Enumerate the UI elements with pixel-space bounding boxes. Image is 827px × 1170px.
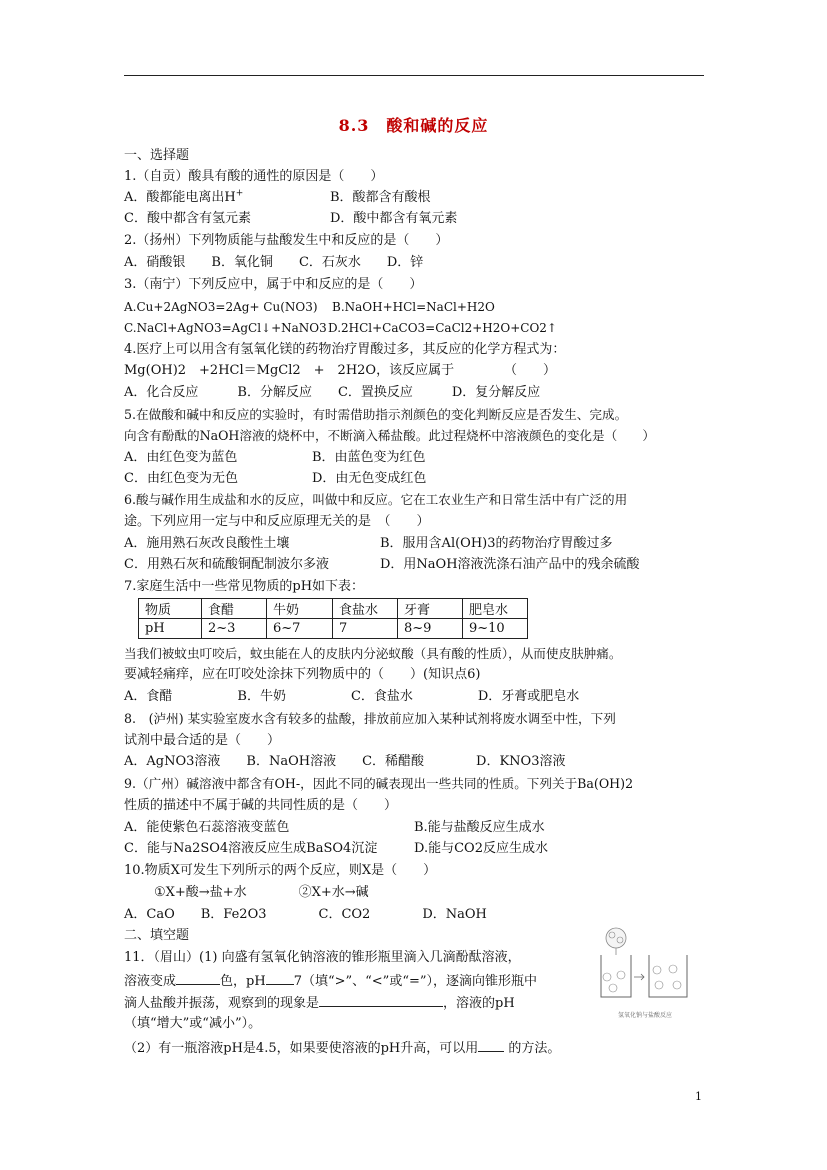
q6-stem-line1: 6.酸与碱作用生成盐和水的反应，叫做中和反应。它在工农业生产和日常生活中有广泛的用 <box>124 492 628 507</box>
q1-option-d: D．酸中都含有氧元素 <box>330 211 458 226</box>
q9-stem-line1: 9.（广州）碱溶液中都含有OH-，因此不同的碱表现出一些共同的性质。下列关于Ba(OH)2 <box>124 776 634 791</box>
page-title: 8.3 酸和碱的反应 <box>338 116 489 135</box>
q5-stem-line1: 5.在做酸和碱中和反应的实验时，有时需借助指示剂颜色的变化判断反应是否发生、完成。 <box>124 407 628 422</box>
q3-option-c: C.NaCl+AgNO3=AgCl↓+NaNO3 <box>124 321 327 335</box>
answer-blank <box>319 994 443 1007</box>
q11-text: 色，pH <box>220 974 266 989</box>
q6-option-a: A．施用熟石灰改良酸性土壤 <box>124 536 290 551</box>
q1-stem: 1.（自贡）酸具有酸的通性的原因是（ ） <box>124 169 384 184</box>
q5-option-a: A．由红色变为蓝色 <box>124 450 238 465</box>
q5-option-d: D．由无色变成红色 <box>312 471 427 486</box>
table-header: 食醋 <box>202 599 267 619</box>
q7-options: A．食醋 B．牛奶 C．食盐水 D．牙膏或肥皂水 <box>124 689 580 704</box>
q11-text: 7（填“>”、“<”或“=”），逐滴向锥形瓶中 <box>293 974 538 989</box>
q9-option-c: C．能与Na2SO4溶液反应生成BaSO4沉淀 <box>124 841 378 856</box>
q7-text-line2: 要减轻痛痒，应在叮咬处涂抹下列物质中的（ ）(知识点6) <box>124 667 481 682</box>
table-cell: 8~9 <box>398 619 463 639</box>
q9-stem-line2: 性质的描述中不属于碱的共同性质的是（ ） <box>124 798 398 813</box>
q7-text-line1: 当我们被蚊虫叮咬后，蚊虫能在人的皮肤内分泌蚁酸（具有酸的性质），从而使皮肤肿痛。 <box>124 646 622 661</box>
q6-option-c: C．用熟石灰和硫酸铜配制波尔多液 <box>124 557 329 572</box>
table-cell: 2~3 <box>202 619 267 639</box>
q5-option-c: C．由红色变为无色 <box>124 471 238 486</box>
q6-stem-line2: 途。下列应用一定与中和反应原理无关的是 （ ） <box>124 514 430 529</box>
q1-option-c: C．酸中都含有氢元素 <box>124 211 251 226</box>
table-header: 牛奶 <box>267 599 333 619</box>
q10-options: A．CaO B．Fe2O3 C．CO2 D．NaOH <box>124 907 487 922</box>
table-header: 物质 <box>139 599 202 619</box>
q2-stem: 2.（扬州）下列物质能与盐酸发生中和反应的是（ ） <box>124 233 449 248</box>
q11-line1: 11．（眉山）(1) 向盛有氢氧化钠溶液的锥形瓶里滴入几滴酚酞溶液， <box>124 950 521 965</box>
table-cell: 9~10 <box>463 619 528 639</box>
q11-line4: （填“增大”或“减小”）。 <box>124 1016 262 1031</box>
q8-options: A．AgNO3溶液 B．NaOH溶液 C．稀醋酸 D．KNO3溶液 <box>124 754 566 769</box>
table-header: 肥皂水 <box>463 599 528 619</box>
q3-option-a: A.Cu+2AgNO3=2Ag+ Cu(NO3) <box>124 300 318 314</box>
q4-answer-paren: （ ） <box>504 363 557 378</box>
q11-text: （2）有一瓶溶液pH是4.5，如果要使溶液的pH升高，可以用 <box>124 1041 479 1056</box>
table-cell: 6~7 <box>267 619 333 639</box>
q1-option-a: A．酸都能电离出H+ <box>124 188 244 205</box>
q10-stem: 10.物质X可发生下列所示的两个反应，则X是（ ） <box>124 863 437 878</box>
q11-line3 <box>124 994 515 1012</box>
q6-option-b: B．服用含Al(OH)3的药物治疗胃酸过多 <box>380 536 613 551</box>
ph-table <box>138 598 528 639</box>
q8-stem-line1: 8. (泸州) 某实验室废水含有较多的盐酸，排放前应加入某种试剂将废水调至中性，下列 <box>124 711 616 726</box>
q4-options: A．化合反应 B．分解反应 C．置换反应 D．复分解反应 <box>124 385 541 400</box>
q11-part2 <box>124 1039 560 1057</box>
table-cell: 7 <box>333 619 398 639</box>
q11-text: 滴人盐酸并振荡，观察到的现象是 <box>124 996 320 1011</box>
answer-blank <box>478 1039 504 1052</box>
q2-options: A．硝酸银 B．氧化铜 C．石灰水 D．锌 <box>124 255 424 270</box>
q1-option-b: B．酸都含有酸根 <box>330 190 431 205</box>
section-choice: 一、选择题 <box>124 148 190 163</box>
q4-stem: 4.医疗上可以用含有氢氧化镁的药物治疗胃酸过多，其反应的化学方程式为： <box>124 342 566 357</box>
q4-equation: Mg(OH)2 +2HCl＝MgCl2 + 2H2O，该反应属于 <box>124 363 455 378</box>
page-number: 1 <box>695 1090 702 1103</box>
q10-reactions: ①X+酸→盐+水 ②X+水→碱 <box>154 885 369 900</box>
table-header: 食盐水 <box>333 599 398 619</box>
q11-text: ，溶液的pH <box>443 996 515 1011</box>
q8-stem-line2: 试剂中最合适的是（ ） <box>124 733 281 748</box>
table-cell: pH <box>139 619 202 639</box>
q9-option-d: D.能与CO2反应生成水 <box>414 841 548 856</box>
table-header: 牙膏 <box>398 599 463 619</box>
neutralization-figure <box>589 925 693 1022</box>
q9-option-a: A．能使紫色石蕊溶液变蓝色 <box>124 820 290 835</box>
q5-option-b: B．由蓝色变为红色 <box>312 450 426 465</box>
q3-option-d: D.2HCl+CaCO3=CaCl2+H2O+CO2↑ <box>328 321 557 335</box>
q3-option-b: B.NaOH+HCl=NaCl+H2O <box>332 300 495 314</box>
figure-caption: 氢氧化钠与盐酸反应 <box>617 1012 673 1019</box>
q11-line2 <box>124 972 537 990</box>
answer-blank <box>176 972 220 985</box>
q11-text: 溶液变成 <box>124 974 177 989</box>
table-row <box>139 619 528 639</box>
q6-option-d: D．用NaOH溶液洗涤石油产品中的残余硫酸 <box>380 557 640 572</box>
q9-option-b: B.能与盐酸反应生成水 <box>414 820 545 835</box>
answer-blank <box>266 972 294 985</box>
table-header-row <box>139 599 528 619</box>
q7-stem: 7.家庭生活中一些常见物质的pH如下表： <box>124 579 365 594</box>
q11-text: 的方法。 <box>504 1041 561 1056</box>
header-rule <box>124 75 704 76</box>
q3-stem: 3.（南宁）下列反应中，属于中和反应的是（ ） <box>124 277 423 292</box>
q5-stem-line2: 向含有酚酞的NaOH溶液的烧杯中，不断滴入稀盐酸。此过程烧杯中溶液颜色的变化是（ ） <box>124 428 655 443</box>
section-fill: 二、填空题 <box>124 928 190 943</box>
